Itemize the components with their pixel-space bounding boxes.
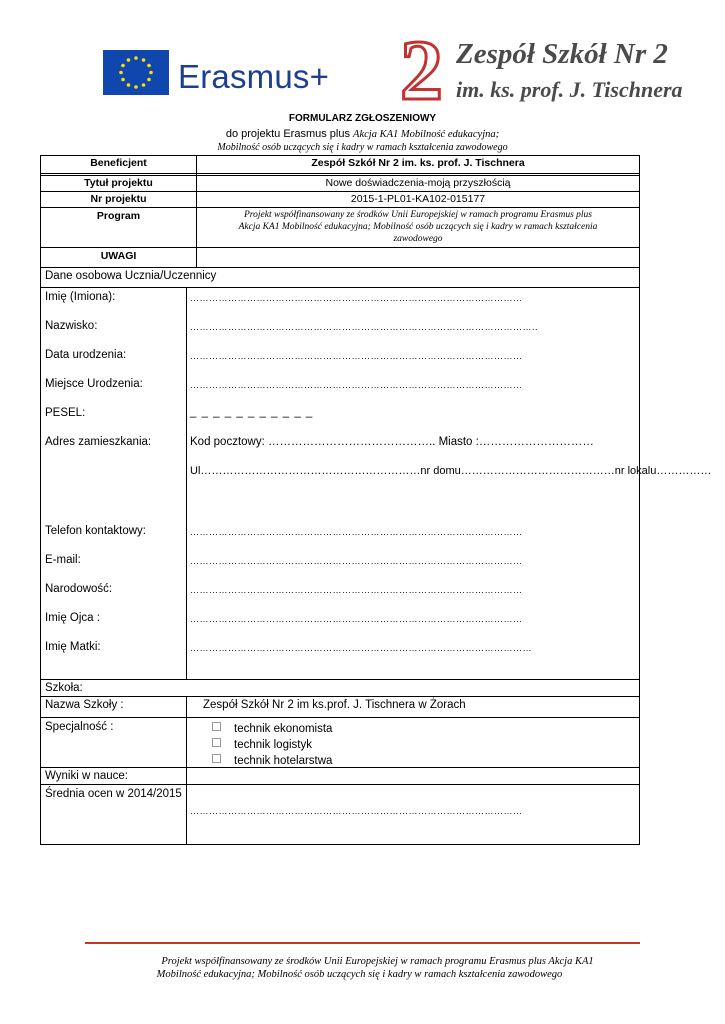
telefon-field[interactable]: …………………………………………………………………………………………… [190,527,523,537]
program-value-line1: Projekt współfinansowany ze środków Unii Europejskiej w ramach programu Erasmus plus [244,210,592,220]
wyniki-label: Wyniki w nauce: [45,770,128,782]
narodowosc-field[interactable]: …………………………………………………………………………………………… [190,585,523,595]
specjalnosc-option-label: technik ekonomista [234,723,333,735]
ulica-field[interactable]: Ul……………………………………………………nr domu……………………………………nr lokalu…………… [190,465,712,477]
erasmus-logo-text: Erasmus+ [178,58,330,95]
subtitle-plain: do projektu Erasmus plus [225,128,350,140]
uwagi-field[interactable] [197,248,639,267]
eu-stars-icon [103,50,169,95]
checkbox-icon[interactable] [212,722,221,731]
kod-pocztowy-field[interactable]: Kod pocztowy: …………………………………….. Miasto :………………………… [190,436,594,448]
email-label: E-mail: [45,554,81,566]
specjalnosc-option[interactable] [212,722,332,735]
tytul-value: Nowe doświadczenia-moją przyszłością [325,177,511,189]
program-label: Program [96,210,141,222]
szkola-heading: Szkoła: [45,682,83,694]
pesel-label: PESEL: [45,407,86,419]
section-personal-heading: Dane osobowa Ucznia/Uczennicy [45,270,217,282]
imie-matki-field[interactable]: ……………………………………………………………………………………………… [190,643,532,653]
imie-label: Imię (Imiona): [45,291,116,303]
pesel-field[interactable]: _ _ _ _ _ _ _ _ _ _ _ [190,406,314,418]
checkbox-icon[interactable] [212,754,221,763]
adres-label: Adres zamieszkania: [45,436,152,448]
specjalnosc-option[interactable] [212,738,312,751]
nazwa-szkoly-value: Zespół Szkół Nr 2 im ks.prof. J. Tischnera w Żorach [203,699,466,711]
program-value [197,209,639,245]
specjalnosc-option-label: technik hotelarstwa [234,755,333,767]
tytul-label: Tytuł projektu [84,177,153,189]
miejsce-urodzenia-field[interactable]: …………………………………………………………………………………………… [190,380,523,390]
page-title: FORMULARZ ZGŁOSZENIOWY [288,113,437,124]
beneficjent-label: Beneficjent [90,157,147,169]
nazwa-szkoly-label: Nazwa Szkoły : [45,699,124,711]
specjalnosc-option[interactable] [212,754,332,767]
checkbox-icon[interactable] [212,738,221,747]
nr-projektu-value: 2015-1-PL01-KA102-015177 [350,193,486,205]
nazwisko-field[interactable]: ……………………………………………………………………………………………….. [190,322,539,332]
imie-ojca-label: Imię Ojca : [45,612,100,624]
beneficjent-value: Zespół Szkół Nr 2 im. ks. prof. J. Tischnera [311,157,525,169]
nazwisko-label: Nazwisko: [45,320,98,332]
email-field[interactable]: …………………………………………………………………………………………… [190,556,523,566]
srednia-field[interactable]: …………………………………………………………………………………………… [190,806,523,816]
imie-field[interactable]: …………………………………………………………………………………………… [190,293,523,303]
subtitle-line2: Mobilność osób uczących się i kadry w ramach kształcenia zawodowego [217,142,508,153]
subtitle-italic: Akcja KA1 Mobilność edukacyjna; [353,129,500,140]
data-urodzenia-field[interactable]: …………………………………………………………………………………………… [190,351,523,361]
specjalnosc-label: Specjalność : [45,721,114,733]
uwagi-label: UWAGI [100,250,137,262]
school-logo-number: 2 [400,22,443,118]
telefon-label: Telefon kontaktowy: [45,525,147,537]
footer-text-line2: Mobilność edukacyjna; Mobilność osób uczących się i kadry w ramach kształcenia zawodowego [156,969,563,980]
nr-projektu-label: Nr projektu [90,193,147,205]
imie-matki-label: Imię Matki: [45,641,101,653]
imie-ojca-field[interactable]: …………………………………………………………………………………………… [190,614,523,624]
subtitle [0,128,725,140]
srednia-label: Średnia ocen w 2014/2015 [45,788,182,800]
specjalnosc-option-label: technik logistyk [234,739,312,751]
narodowosc-label: Narodowość: [45,583,113,595]
eu-flag-logo [103,50,169,95]
program-value-line2: Akcja KA1 Mobilność edukacyjna; Mobilność osób uczących się i kadry w ramach kształcenia [238,222,598,232]
footer-divider [85,942,640,944]
data-urodzenia-label: Data urodzenia: [45,349,127,361]
footer-text-line1: Projekt współfinansowany ze środków Unii Europejskiej w ramach programu Erasmus plus Akcja KA1 [161,956,594,967]
school-logo-name: Zespół Szkół Nr 2 [456,38,668,70]
school-logo-patron: im. ks. prof. J. Tischnera [456,77,683,102]
miejsce-urodzenia-label: Miejsce Urodzenia: [45,378,143,390]
program-value-line3: zawodowego [393,234,443,244]
